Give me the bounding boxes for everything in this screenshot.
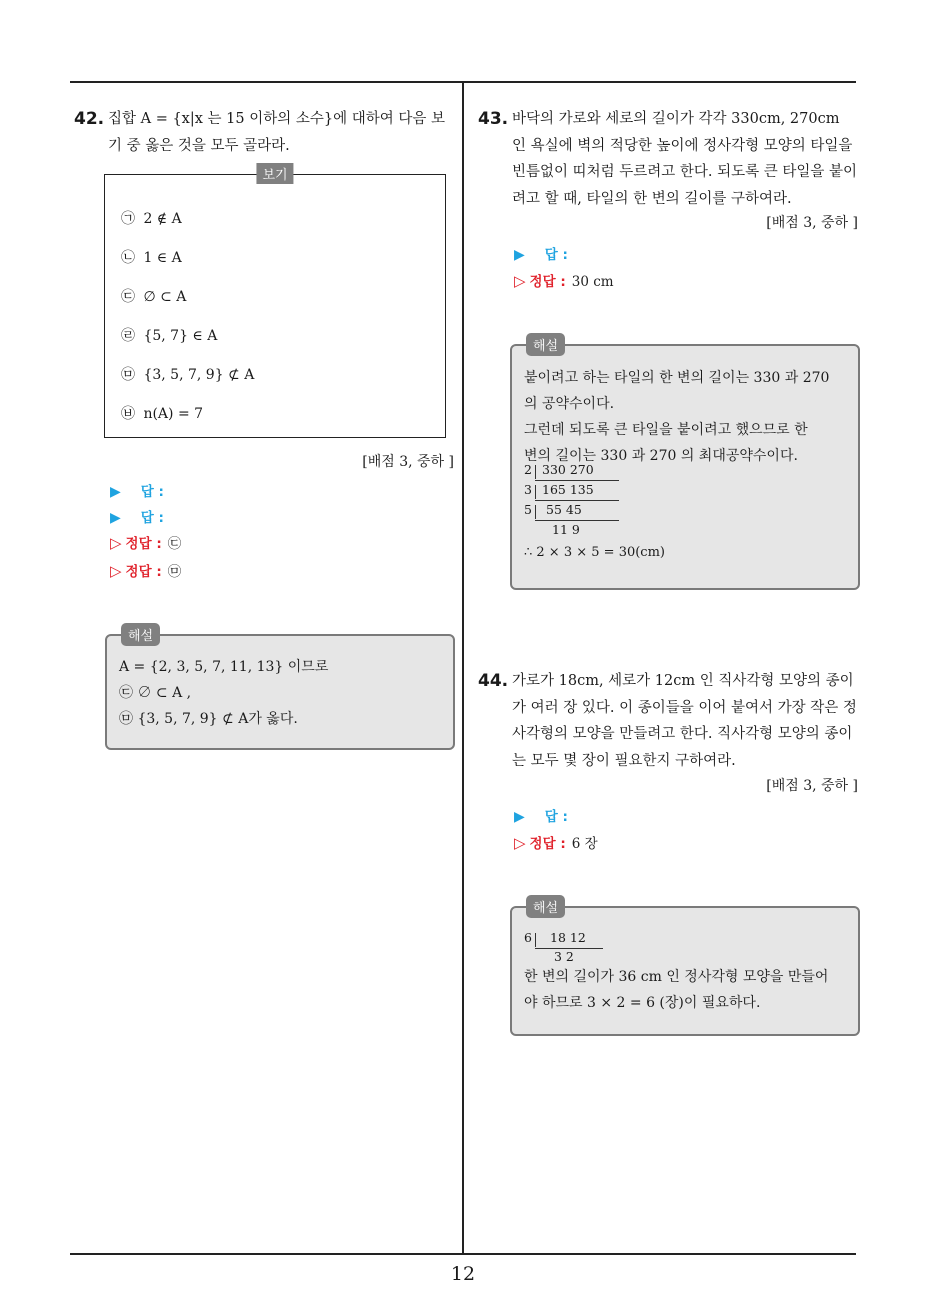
answer-line — [514, 805, 568, 825]
correct-answer-line — [110, 532, 181, 552]
division-values: 3 2 — [554, 949, 574, 964]
correct-value: 6 장 — [571, 836, 598, 852]
solution-title: 해설 — [121, 623, 160, 646]
division-bracket — [535, 465, 536, 479]
division-values: 11 9 — [552, 522, 580, 537]
question-body: 바닥의 가로와 세로의 길이가 각각 330cm, 270cm 인 욕실에 벽의 적당한 높이에 정사각형 모양의 타일을 빈틈없이 띠처럼 두르려고 한다. 되도록 큰 타일을 붙이려고 할 때, 타일의 한 변의 길이를 구하여라. — [512, 111, 858, 207]
question-number: 42. — [74, 109, 105, 129]
solution-box — [105, 629, 455, 750]
division-values: 165 135 — [542, 482, 594, 497]
correct-label: 정답 : — [125, 564, 162, 580]
triangle-outline-icon: ▷ — [514, 272, 526, 290]
item-mark: ㉣ — [121, 328, 135, 344]
division-divisor: 2 — [524, 462, 532, 477]
play-icon: ▶ — [110, 510, 121, 526]
question-number: 43. — [478, 109, 509, 129]
bogi-box — [104, 168, 446, 438]
item-mark: ㉠ — [121, 211, 135, 227]
solution-result: ∴ 2 × 3 × 5 = 30(cm) — [524, 545, 665, 560]
correct-answer-line — [514, 270, 614, 290]
division-underline — [535, 520, 619, 521]
solution-box — [510, 901, 860, 1036]
item-mark: ㉤ — [121, 367, 135, 383]
item-mark: ㉡ — [121, 250, 135, 266]
bogi-item — [121, 403, 203, 423]
division-table — [524, 462, 634, 542]
question-44 — [478, 668, 858, 774]
answer-label: 답 : — [544, 809, 568, 825]
division-bracket — [535, 933, 536, 947]
item-mark: ㉢ — [121, 289, 135, 305]
division-values: 18 12 — [550, 930, 586, 945]
question-body: 집합 A = {x|x 는 15 이하의 소수}에 대하여 다음 보기 중 옳은 것을 모두 골라라. — [108, 111, 445, 154]
question-number: 44. — [478, 671, 509, 691]
division-values: 330 270 — [542, 462, 594, 477]
triangle-outline-icon: ▷ — [110, 534, 122, 552]
solution-line: 그런데 되도록 큰 타일을 붙이려고 했으므로 한 — [524, 422, 808, 438]
division-divisor: 3 — [524, 482, 532, 497]
item-text: {5, 7} ∈ A — [143, 328, 218, 344]
solution-line: 의 공약수이다. — [524, 396, 615, 412]
item-text: 2 ∉ A — [143, 211, 182, 227]
triangle-outline-icon: ▷ — [110, 562, 122, 580]
division-underline — [535, 500, 619, 501]
item-text: 1 ∈ A — [143, 250, 182, 266]
solution-line: 야 하므로 3 × 2 = 6 (장)이 필요하다. — [524, 995, 761, 1011]
solution-line: ㉢ ∅ ⊂ A , — [119, 685, 192, 701]
answer-label: 답 : — [140, 510, 164, 526]
play-icon: ▶ — [514, 809, 525, 825]
question-43 — [478, 106, 858, 212]
solution-line: 붙이려고 하는 타일의 한 변의 길이는 330 과 270 — [524, 370, 830, 386]
division-bracket — [535, 485, 536, 499]
division-divisor: 6 — [524, 930, 532, 945]
division-bracket — [535, 505, 536, 519]
solution-title: 해설 — [526, 895, 565, 918]
play-icon: ▶ — [514, 247, 525, 263]
column-divider — [462, 81, 464, 1254]
answer-label: 답 : — [140, 484, 164, 500]
play-icon: ▶ — [110, 484, 121, 500]
question-body: 가로가 18cm, 세로가 12cm 인 직사각형 모양의 종이가 여러 장 있다. 이 종이들을 이어 붙여서 가장 작은 정사각형의 모양을 만들려고 한다. 직사각형 모양의 종이는 모두 몇 장이 필요한지 구하여라. — [512, 673, 857, 769]
bottom-rule — [70, 1253, 856, 1255]
solution-line: ㉤ {3, 5, 7, 9} ⊄ A가 옳다. — [119, 711, 298, 727]
division-divisor: 5 — [524, 502, 532, 517]
correct-value: 30 cm — [571, 274, 614, 290]
answer-line — [110, 480, 164, 500]
answer-label: 답 : — [544, 247, 568, 263]
correct-label: 정답 : — [529, 274, 566, 290]
division-underline — [535, 480, 619, 481]
correct-value: ㉢ — [167, 536, 182, 552]
correct-answer-line — [110, 560, 181, 580]
item-text: n(A) = 7 — [143, 406, 204, 422]
division-underline — [535, 948, 603, 949]
answer-line — [110, 506, 164, 526]
correct-value: ㉤ — [167, 564, 182, 580]
points-label: [배점 3, 중하 ] — [766, 215, 858, 231]
answer-line — [514, 243, 568, 263]
bogi-title: 보기 — [256, 163, 293, 184]
bogi-item — [121, 247, 182, 267]
item-mark: ㉥ — [121, 406, 135, 422]
triangle-outline-icon: ▷ — [514, 834, 526, 852]
points-label: [배점 3, 중하 ] — [362, 454, 454, 470]
solution-title: 해설 — [526, 333, 565, 356]
bogi-item — [121, 364, 254, 384]
correct-answer-line — [514, 832, 598, 852]
question-43-text — [478, 106, 858, 212]
division-values: 55 45 — [546, 502, 582, 517]
item-text: ∅ ⊂ A — [143, 289, 187, 305]
solution-box — [510, 339, 860, 590]
bogi-item — [121, 325, 217, 345]
bogi-item — [121, 208, 182, 228]
correct-label: 정답 : — [125, 536, 162, 552]
correct-label: 정답 : — [529, 836, 566, 852]
question-42 — [74, 106, 454, 159]
item-text: {3, 5, 7, 9} ⊄ A — [143, 367, 255, 383]
division-table — [524, 930, 614, 970]
question-44-text — [478, 668, 858, 774]
solution-line: 변의 길이는 330 과 270 의 최대공약수이다. — [524, 448, 798, 464]
solution-line: 한 변의 길이가 36 cm 인 정사각형 모양을 만들어 — [524, 969, 829, 985]
bogi-item — [121, 286, 186, 306]
page-number: 12 — [450, 1263, 476, 1285]
question-42-text — [74, 106, 454, 159]
points-label: [배점 3, 중하 ] — [766, 778, 858, 794]
solution-line: A = {2, 3, 5, 7, 11, 13} 이므로 — [119, 659, 329, 675]
